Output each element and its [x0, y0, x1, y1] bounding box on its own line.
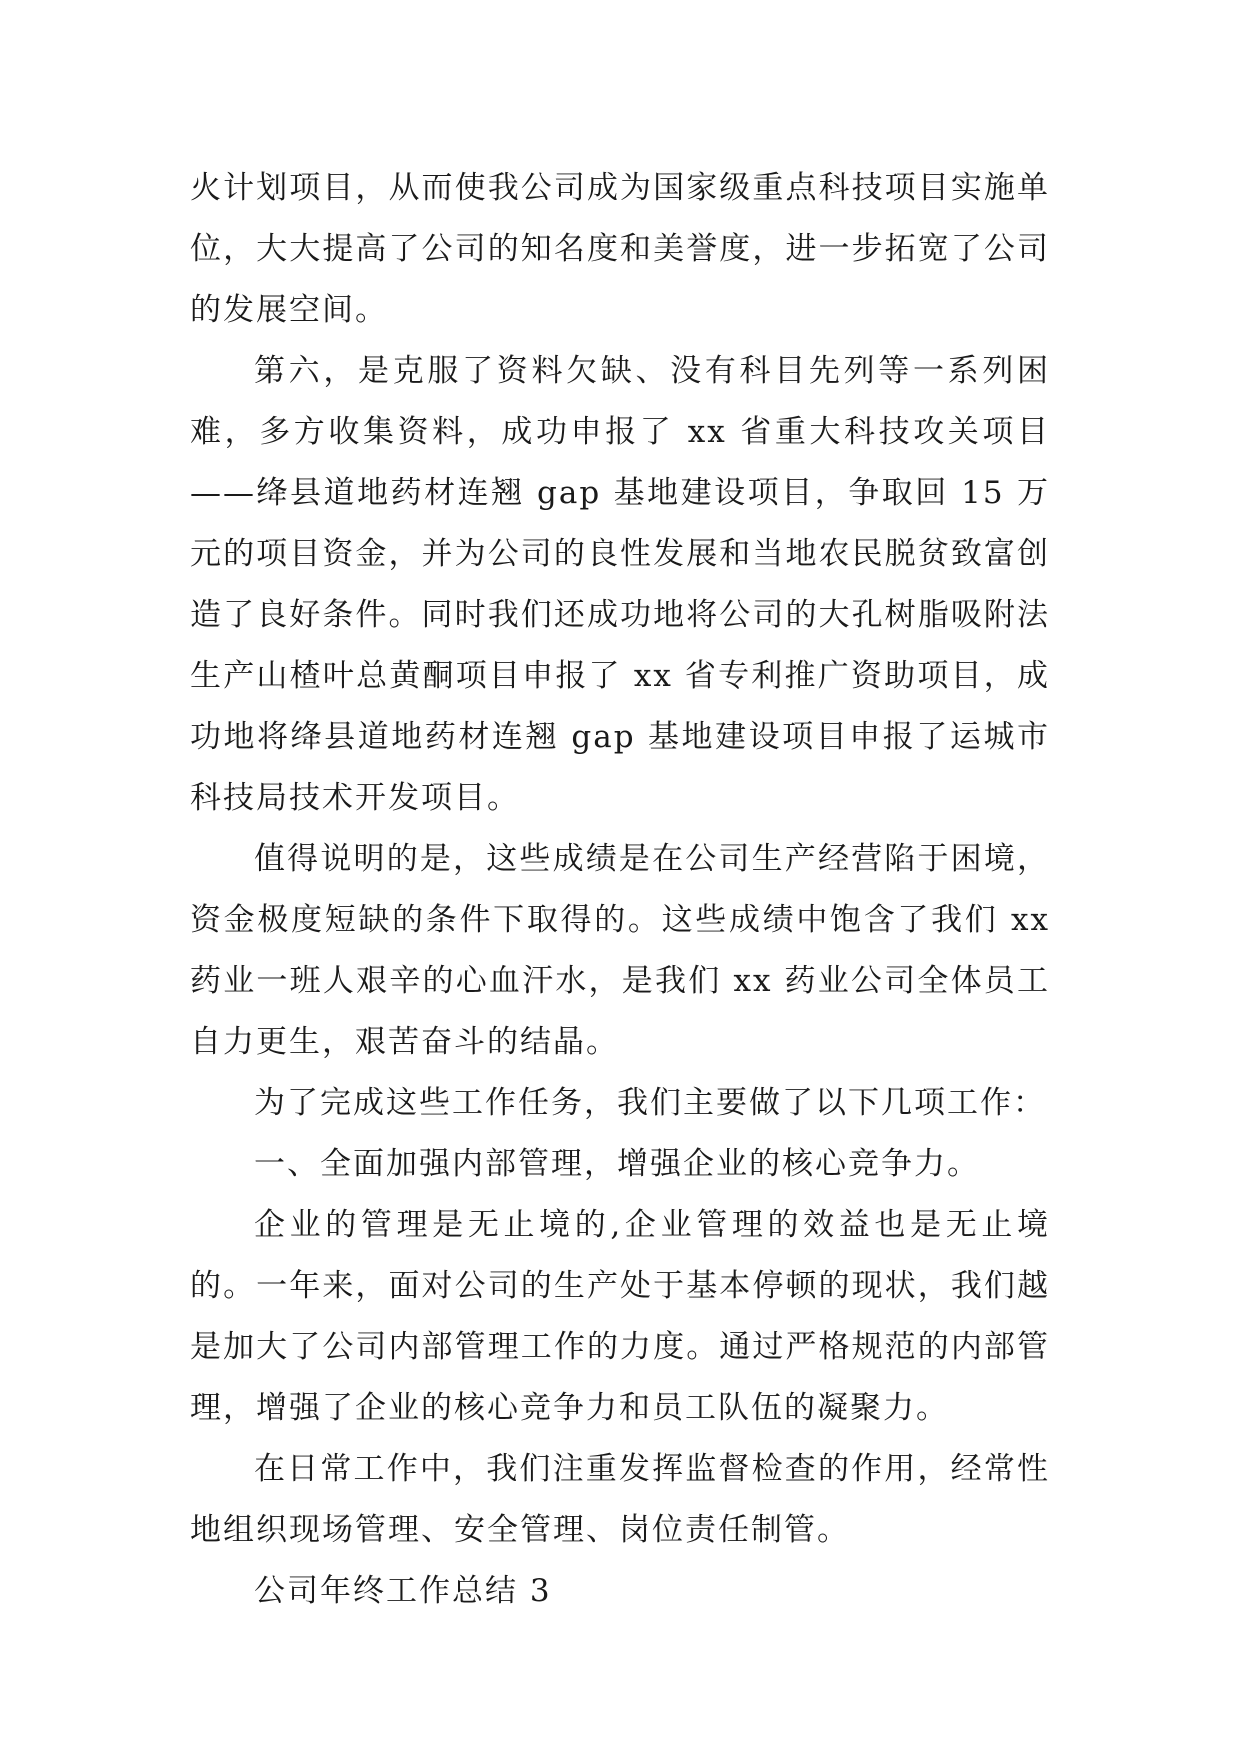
paragraph-work-intro: 为了完成这些工作任务，我们主要做了以下几项工作：: [254, 1085, 1046, 1121]
section-heading-internal-management: 一、全面加强内部管理，增强企业的核心竞争力。: [254, 1146, 980, 1182]
paragraph-daily-work: 在日常工作中，我们注重发挥监督检查的作用，经常性地组织现场管理、安全管理、岗位责任制管。: [190, 1451, 1050, 1548]
paragraph-explanation: 值得说明的是，这些成绩是在公司生产经营陷于困境，资金极度短缺的条件下取得的。这些成绩中饱含了我们 xx 药业一班人艰辛的心血汗水，是我们 xx 药业公司全体员工自力更生，艰苦奋斗的结晶。: [190, 841, 1050, 1060]
section-title-summary-3: 公司年终工作总结 3: [254, 1573, 552, 1609]
paragraph-continuation: 火计划项目，从而使我公司成为国家级重点科技项目实施单位，大大提高了公司的知名度和美誉度，进一步拓宽了公司的发展空间。: [190, 170, 1050, 328]
document-body: [190, 158, 1050, 1622]
paragraph-management: 企业的管理是无止境的,企业管理的效益也是无止境的。一年来，面对公司的生产处于基本停顿的现状，我们越是加大了公司内部管理工作的力度。通过严格规范的内部管理，增强了企业的核心竞争力和员工队伍的凝聚力。: [190, 1207, 1050, 1426]
paragraph-sixth-item: 第六，是克服了资料欠缺、没有科目先列等一系列困难，多方收集资料，成功申报了 xx 省重大科技攻关项目——绛县道地药材连翘 gap 基地建设项目，争取回 15 万元的项目资金，并为公司的良性发展和当地农民脱贫致富创造了良好条件。同时我们还成功地将公司的大孔树脂吸附法生产山楂叶总黄酮项目申报了 xx 省专利推广资助项目，成功地将绛县道地药材连翘 gap 基地建设项目申报了运城市科技局技术开发项目。: [190, 353, 1050, 816]
